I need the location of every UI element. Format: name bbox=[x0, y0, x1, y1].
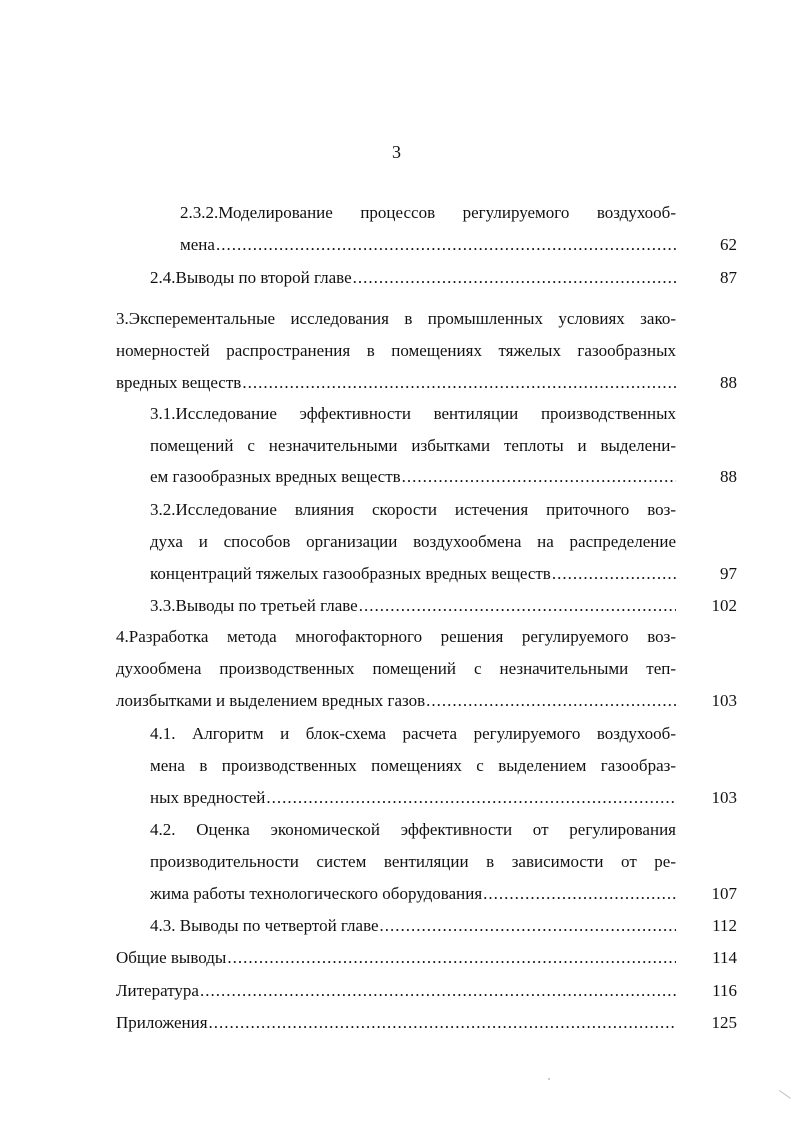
page-number: 3 bbox=[392, 142, 401, 162]
dot-leader bbox=[353, 262, 676, 294]
toc-entry-line bbox=[150, 558, 676, 590]
toc-entry-line bbox=[150, 590, 676, 622]
toc-page-number: 125 bbox=[711, 1013, 737, 1032]
toc-page-number: 103 bbox=[711, 691, 737, 710]
toc-entry-line: помещений с незначительными избытками теплоты и выделени- bbox=[150, 436, 676, 455]
toc-entry-line: 4.Разработка метода многофакторного решения регулируемого воз- bbox=[116, 627, 676, 646]
toc-page-number: 88 bbox=[720, 467, 737, 486]
toc-entry-title: 2.4.Выводы по второй главе bbox=[150, 268, 352, 287]
toc-entry-line bbox=[116, 942, 676, 974]
toc-page-number: 112 bbox=[712, 916, 737, 935]
scan-speck bbox=[548, 1078, 550, 1080]
dot-leader bbox=[359, 590, 676, 622]
toc-entry-title: ных вредностей bbox=[150, 788, 266, 807]
toc-entry-title: 4.3. Выводы по четвертой главе bbox=[150, 916, 379, 935]
toc-entry-title: мена bbox=[180, 235, 215, 254]
dot-leader bbox=[227, 942, 676, 974]
toc-entry-line: 3.Эксперементальные исследования в промышленных условиях зако- bbox=[116, 309, 676, 328]
dot-leader bbox=[266, 782, 676, 814]
dot-leader bbox=[200, 975, 676, 1007]
dot-leader bbox=[209, 1007, 676, 1039]
toc-page-number: 87 bbox=[720, 268, 737, 287]
toc-entry-title: Приложения bbox=[116, 1013, 208, 1032]
toc-page-number: 102 bbox=[711, 596, 737, 615]
dot-leader bbox=[483, 878, 676, 910]
toc-entry-line bbox=[116, 1007, 676, 1039]
toc-page-number: 88 bbox=[720, 373, 737, 392]
toc-entry-line bbox=[180, 229, 676, 261]
toc-entry-title: Литература bbox=[116, 981, 199, 1000]
dot-leader bbox=[426, 685, 676, 717]
toc-entry-title: Общие выводы bbox=[116, 948, 227, 967]
toc-entry-line: 3.1.Исследование эффективности вентиляции производственных bbox=[150, 404, 676, 423]
dot-leader bbox=[380, 910, 676, 942]
toc-entry-title: 3.3.Выводы по третьей главе bbox=[150, 596, 358, 615]
toc-entry-line bbox=[116, 685, 676, 717]
toc-page-number: 103 bbox=[711, 788, 737, 807]
dot-leader bbox=[242, 367, 676, 399]
toc-page-number: 62 bbox=[720, 235, 737, 254]
toc-entry-line: производительности систем вентиляции в зависимости от ре- bbox=[150, 852, 676, 871]
toc-page-number: 116 bbox=[712, 981, 737, 1000]
dot-leader bbox=[402, 461, 676, 493]
toc-entry-line bbox=[150, 910, 676, 942]
toc-entry-title: концентраций тяжелых газообразных вредных веществ bbox=[150, 564, 551, 583]
toc-page-number: 107 bbox=[711, 884, 737, 903]
toc-page-number: 97 bbox=[720, 564, 737, 583]
toc-entry-line: 4.1. Алгоритм и блок-схема расчета регулируемого воздухооб- bbox=[150, 724, 676, 743]
toc-entry-line: духа и способов организации воздухообмена на распределение bbox=[150, 532, 676, 551]
toc-entry-line bbox=[150, 782, 676, 814]
toc-entry-title: лоизбытками и выделением вредных газов bbox=[116, 691, 426, 710]
toc-entry-line bbox=[150, 262, 676, 294]
toc-entry-line: 4.2. Оценка экономической эффективности от регулирования bbox=[150, 820, 676, 839]
toc-entry-line bbox=[150, 461, 676, 493]
toc-page-number: 114 bbox=[712, 948, 737, 967]
toc-entry-line: 3.2.Исследование влияния скорости истечения приточного воз- bbox=[150, 500, 676, 519]
toc-entry-line bbox=[116, 975, 676, 1007]
toc-entry-line: духообмена производственных помещений с незначительными теп- bbox=[116, 659, 676, 678]
toc-entry-title: жима работы технологического оборудования bbox=[150, 884, 483, 903]
toc-entry-title: вредных веществ bbox=[116, 373, 242, 392]
toc-entry-title: ем газообразных вредных веществ bbox=[150, 467, 401, 486]
dot-leader bbox=[552, 558, 676, 590]
dot-leader bbox=[216, 229, 676, 261]
toc-entry-line: номерностей распространения в помещениях тяжелых газообразных bbox=[116, 341, 676, 360]
toc-entry-line: 2.3.2.Моделирование процессов регулируемого воздухооб- bbox=[180, 203, 676, 222]
toc-entry-line bbox=[150, 878, 676, 910]
toc-entry-line: мена в производственных помещениях с выделением газообраз- bbox=[150, 756, 676, 775]
toc-entry-line bbox=[116, 367, 676, 399]
